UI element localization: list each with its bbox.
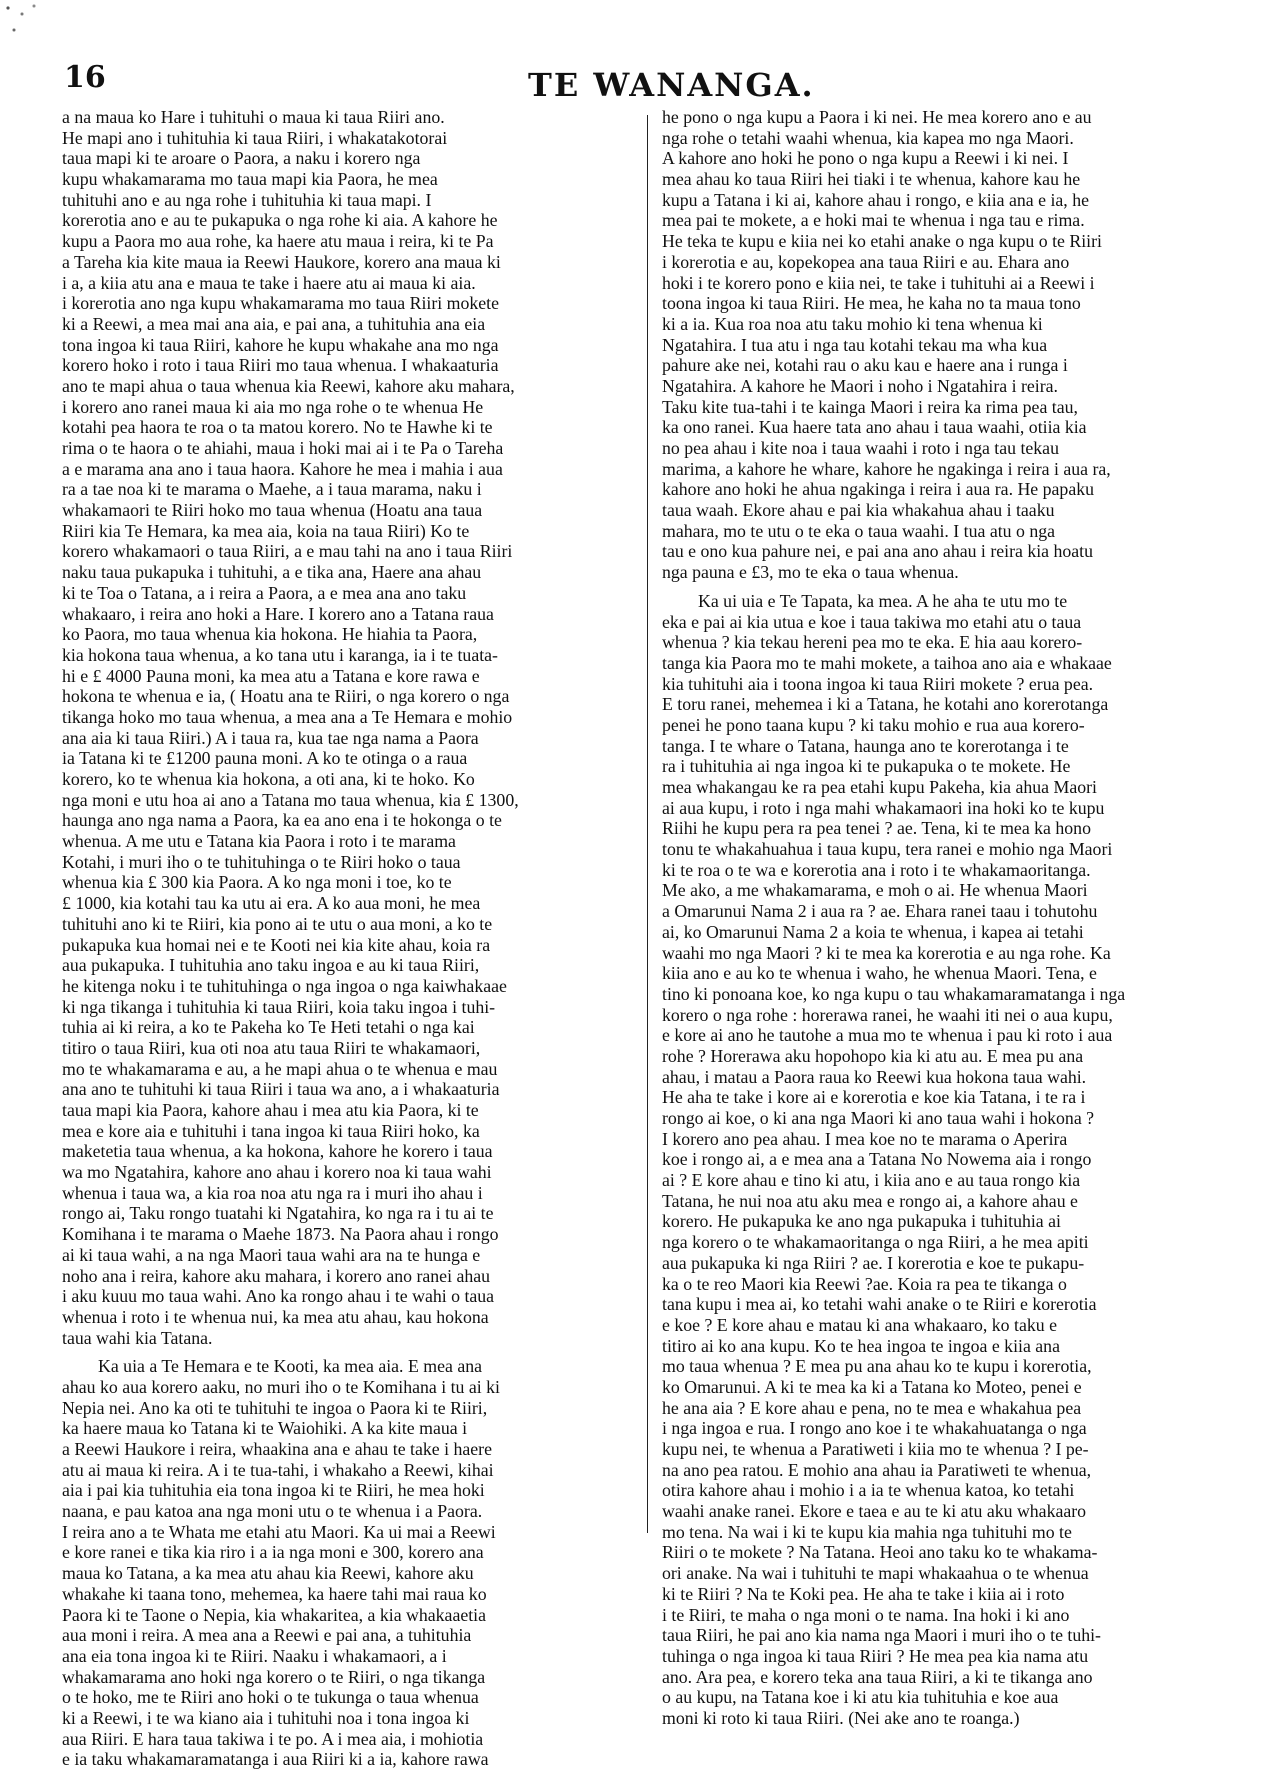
text-line: tikanga hoko mo taua whenua, a mea ana a Te Hemara e mohio xyxy=(62,706,513,727)
text-line: mea e kore aia e tuhituhi i tana ingoa ki taua Riiri hoko, ka xyxy=(62,1120,480,1141)
text-line: nga moni e utu hoa ai ano a Tatana mo taua whenua, kia £ 1300, xyxy=(62,789,519,810)
paragraph-gap xyxy=(662,583,1217,591)
text-line: nga korero o te whakamaoritanga o nga Riiri, a he mea apiti xyxy=(662,1232,1089,1253)
text-line: marima, a kahore he whare, kahore he ngakinga i reira i aua ra, xyxy=(662,458,1111,479)
text-line: noho ana i reira, kahore aku mahara, i korero ano ranei ahau xyxy=(62,1265,491,1286)
text-line: i aku kuuu mo taua wahi. Ano ka rongo ahau i te wahi o taua xyxy=(62,1286,495,1307)
text-line: taua Riiri, he pai ano kia nama nga Maori i muri iho o te tuhi- xyxy=(662,1625,1101,1646)
text-line: A kahore ano hoki he pono o nga kupu a Reewi i ki nei. I xyxy=(662,148,1069,169)
text-line: korero, ko te whenua kia hokona, a oti ana, ki te hoko. Ko xyxy=(62,769,475,789)
text-line: mo te whakamarama e au, a he mapi ahua o te whenua e mau xyxy=(62,1058,498,1079)
text-line: ki te roa o te wa e korerotia ana i roto i te whakamaoritanga. xyxy=(662,859,1091,880)
text-line: hi e £ 4000 Pauna moni, ka mea atu a Tatana e kore rawa e xyxy=(62,665,480,686)
text-line: Taku kite tua-tahi i te kainga Maori i reira ka rima pea tau, xyxy=(662,396,1078,417)
text-line: aua Riiri. E hara taua takiwa i te po. A i mea aia, i mohiotia xyxy=(62,1728,484,1749)
text-line: mea pai te mokete, a e hoki mai te whenua i nga tau e rima. xyxy=(662,210,1085,231)
paragraph-gap xyxy=(62,1348,637,1356)
text-line: kia hokona taua whenua, a ko tana utu i karanga, ia i te tuata- xyxy=(62,644,498,665)
text-line: a Tareha kia kite maua ia Reewi Haukore, korero ana maua ki xyxy=(62,251,501,272)
text-line: e koe ? E kore ahau e matau ki ana whakaaro, ko taku e xyxy=(662,1314,1057,1335)
text-line: Komihana i te marama o Maehe 1873. Na Paora ahau i rongo xyxy=(62,1224,499,1245)
text-line: He mapi ano i tuhituhia ki taua Riiri, i whakatakotorai xyxy=(62,127,448,148)
text-line: he pono o nga kupu a Paora i ki nei. He mea korero ano e au xyxy=(662,107,1092,127)
left-column xyxy=(62,107,637,1770)
text-line: a Omarunui Nama 2 i aua ra ? ae. Ehara ranei taau i tohutohu xyxy=(662,901,1098,922)
text-line: ia Tatana ki te £1200 pauna moni. A ko te otinga o a raua xyxy=(62,748,468,769)
text-line: i a, a kiia atu ana e maua te take i haere atu ai maua ki aia. xyxy=(62,272,476,293)
text-line: whenua ? kia tekau hereni pea mo te eka. E hia aau korero- xyxy=(662,632,1083,653)
text-line: whenua i taua wa, a kia roa noa atu nga ra i muri iho ahau i xyxy=(62,1182,483,1203)
text-line: korero hoko i roto i taua Riiri mo taua whenua. I whakaaturia xyxy=(62,355,499,376)
text-line: ahau, i matau a Paora raua ko Reewi kua hokona taua wahi. xyxy=(662,1066,1087,1087)
text-line: Paora ki te Taone o Nepia, kia whakaritea, a kia whakaaetia xyxy=(62,1604,486,1625)
text-line: no pea ahau i kite noa i taua waahi i roto i nga tau tekau xyxy=(662,438,1059,458)
text-line: ki a ia. Kua roa noa atu taku mohio ki tena whenua ki xyxy=(662,313,1043,334)
text-line: whenua. A me utu e Tatana kia Paora i roto i te marama xyxy=(62,831,456,852)
text-line: tanga. I te whare o Tatana, haunga ano te korerotanga i te xyxy=(662,735,1069,756)
text-line: taua waah. Ekore ahau e pai kia whakahua ahau i taaku xyxy=(662,500,1055,521)
print-speckle xyxy=(0,0,48,48)
right-column xyxy=(662,107,1217,1729)
text-line: i korerotia e au, kopekopea ana taua Riiri e au. Ehara ano xyxy=(662,251,1070,272)
text-line: penei he pono taana kupu ? ki taku mohio e rua aua korero- xyxy=(662,714,1085,735)
text-line: tanga kia Paora mo te mahi mokete, a taihoa ano aia e whakaae xyxy=(662,652,1112,673)
text-line: titiro ai ko ana kupu. Ko te hea ingoa te ingoa e kiia ana xyxy=(662,1335,1060,1356)
text-line: I korero ano pea ahau. I mea koe no te marama o Aperira xyxy=(662,1128,1068,1149)
text-line: kotahi pea haora te roa o ta matou korero. No te Hawhe ki te xyxy=(62,417,493,438)
text-line: korerotia ano e au te pukapuka o nga rohe ki aia. A kahore he xyxy=(62,210,498,231)
text-line: E toru ranei, mehemea i ki a Tatana, he kotahi ano korerotanga xyxy=(662,694,1109,715)
text-line: o te hoko, me te Riiri ano hoki o te tukunga o taua whenua xyxy=(62,1687,479,1708)
masthead-title: TE WANANGA. xyxy=(528,66,815,104)
text-line: ko Paora, mo taua whenua kia hokona. He hiahia ta Paora, xyxy=(62,624,478,645)
text-line: aia i pai kia tuhituhia eia tona ingoa ki te Riiri, he mea hoki xyxy=(62,1480,485,1501)
text-line: a e marama ana ano i taua haora. Kahore he mea i mahia i aua xyxy=(62,458,503,479)
text-line: e kore ai ano he tautohe a mua mo te whenua i pau ki roto i aua xyxy=(662,1025,1113,1046)
text-line: tuhituhi ano ki te Riiri, kia pono ai te utu o aua moni, a ko te xyxy=(62,913,493,934)
text-line: kia tuhituhi aia i toona ingoa ki taua Riiri mokete ? erua pea. xyxy=(662,673,1094,694)
text-line: mea ahau ko taua Riiri hei tiaki i te whenua, kahore kau he xyxy=(662,169,1081,190)
text-line: wa mo Ngatahira, kahore ano ahau i korero noa ki taua wahi xyxy=(62,1162,492,1183)
text-line: naku taua pukapuka i tuhituhi, a e tika ana, Haere ana ahau xyxy=(62,562,482,583)
text-line: ana aia ki taua Riiri.) A i taua ra, kua tae nga nama a Paora xyxy=(62,727,479,748)
text-line: Ka uia a Te Hemara e te Kooti, ka mea aia. E mea ana xyxy=(98,1356,482,1377)
text-line: kiia ano e au ko te whenua i waho, he whenua Maori. Tena, e xyxy=(662,963,1097,984)
text-line: ra a tae noa ki te marama o Maehe, a i taua marama, naku i xyxy=(62,479,482,500)
text-line: i korerotia ano nga kupu whakamarama mo taua Riiri mokete xyxy=(62,293,499,314)
text-line: ano te mapi ahua o taua whenua kia Reewi, kahore aku mahara, xyxy=(62,375,515,396)
text-line: taua mapi kia Paora, kahore ahau i mea atu kia Paora, ki te xyxy=(62,1100,479,1120)
text-line: aua pukapuka ki nga Riiri ? ae. I korerotia e koe te pukapu- xyxy=(662,1252,1085,1273)
column-divider xyxy=(647,115,648,1533)
text-line: ai, ko Omarunui Nama 2 a koia te whenua, i kapea ai tetahi xyxy=(662,921,1084,942)
text-line: i korero ano ranei maua ki aia mo nga rohe o te whenua He xyxy=(62,396,484,417)
text-line: o au kupu, na Tatana koe i ki atu kia tuhituhia e koe aua xyxy=(662,1687,1059,1708)
text-line: rohe ? Horerawa aku hopohopo kia ki atu au. E mea pu ana xyxy=(662,1045,1084,1066)
text-line: Me ako, a me whakamarama, e moh o ai. He whenua Maori xyxy=(662,880,1088,901)
text-line: nga pauna e £3, mo te eka o taua whenua. xyxy=(662,562,959,583)
text-line: ki te Toa o Tatana, a i reira a Paora, a e mea ana ano taku xyxy=(62,582,467,603)
text-line: £ 1000, kia kotahi tau ka utu ai era. A ko aua moni, he mea xyxy=(62,893,481,914)
text-line: eka e pai ai kia utua e koe i taua takiwa mo etahi atu o taua xyxy=(662,611,1082,632)
text-line: waahi anake ranei. Ekore e taea e au te ki atu aku whakaaro xyxy=(662,1501,1087,1522)
text-line: mea whakangau ke ra pea etahi kupu Pakeha, kia ahua Maori xyxy=(662,777,1097,797)
text-line: Ngatahira. A kahore he Maori i noho i Ngatahira i reira. xyxy=(662,375,1058,396)
text-line: korero whakamaori o taua Riiri, a e mau tahi na ano i taua Riiri xyxy=(62,541,513,562)
text-line: Ka ui uia e Te Tapata, ka mea. A he aha te utu mo te xyxy=(698,590,1068,611)
text-line: korero. He pukapuka ke ano nga pukapuka i tuhituhia ai xyxy=(662,1211,1061,1232)
text-line: pukapuka kua homai nei e te Kooti nei kia kite ahau, koia ra xyxy=(62,934,491,955)
text-line: rongo ai, Taku rongo tuatahi ki Ngatahira, ko nga ra i tu ai te xyxy=(62,1203,494,1224)
text-line: Ngatahira. I tua atu i nga tau kotahi tekau ma wha kua xyxy=(662,334,1048,355)
text-line: ai ki taua wahi, a na nga Maori taua wahi ara na te hunga e xyxy=(62,1244,481,1265)
text-line: I reira ano a te Whata me etahi atu Maori. Ka ui mai a Reewi xyxy=(62,1521,496,1542)
text-line: tona ingoa ki taua Riiri, kahore he kupu whakahe ana mo nga xyxy=(62,334,499,355)
text-line: kupu a Paora mo aua rohe, ka haere atu maua i reira, ki te Pa xyxy=(62,231,494,252)
text-line: waahi mo nga Maori ? ki te mea ka korerotia e au nga rohe. Ka xyxy=(662,942,1111,963)
text-line: koe i rongo ai, a e mea ana a Tatana No Nowema aia i rongo xyxy=(662,1149,1092,1170)
text-line: ahau ko aua korero aaku, no muri iho o te Komihana i tu ai ki xyxy=(62,1376,500,1397)
text-line: whakamarama ano hoki nga korero o te Riiri, o nga tikanga xyxy=(62,1666,486,1687)
text-line: tau e ono kua pahure nei, e pai ana ano ahau i reira kia hoatu xyxy=(662,541,1094,562)
text-line: ana ano te tuhituhi ki taua Riiri i taua wa ano, a i whakaaturia xyxy=(62,1079,500,1100)
text-line: maua ko Tatana, a ka mea atu ahau kia Reewi, kahore aku xyxy=(62,1563,474,1584)
text-line: kupu a Tatana i ki ai, kahore ahau i rongo, e kiia ana e ia, he xyxy=(662,189,1089,210)
text-line: kahore ano hoki he ahua ngakinga i reira i aua ra. He papaku xyxy=(662,479,1094,500)
text-line: ki nga tikanga i tuhituhia ki taua Riiri, koia taku ingoa i tuhi- xyxy=(62,996,496,1017)
text-line: e ia taku whakamaramatanga i aua Riiri ki a ia, kahore rawa xyxy=(62,1749,489,1770)
text-line: tuhituhi ano e au nga rohe i tuhituhia ki taua mapi. I xyxy=(62,189,432,210)
text-line: kupu whakamarama mo taua mapi kia Paora, he mea xyxy=(62,169,438,190)
text-line: whakamaori te Riiri hoko mo taua whenua (Hoatu ana taua xyxy=(62,500,483,521)
text-line: ana eia tona ingoa ki te Riiri. Naaku i whakamaori, a i xyxy=(62,1645,447,1666)
text-line: ra i tuhituhia ai nga ingoa ki te pukapuka o te mokete. He xyxy=(662,756,1071,777)
text-line: moni ki roto ki taua Riiri. (Nei ake ano te roanga.) xyxy=(662,1707,1020,1728)
text-line: titiro o taua Riiri, kua oti noa atu taua Riiri te whakamaori, xyxy=(62,1037,481,1058)
text-line: taua wahi kia Tatana. xyxy=(62,1327,213,1348)
text-line: ai ? E kore ahau e tino ki atu, i kiia ano e au taua rongo kia xyxy=(662,1170,1081,1191)
text-line: ki a Reewi, a mea mai ana aia, e pai ana, a tuhituhia ana eia xyxy=(62,313,486,334)
text-line: he kitenga noku i te tuhituhinga o nga ingoa o nga kaiwhakaae xyxy=(62,975,507,996)
text-line: rima o te haora o te ahiahi, maua i hoki mai ai i te Pa o Tareha xyxy=(62,438,504,458)
text-line: whenua i roto i te whenua nui, ka mea atu ahau, kau hokona xyxy=(62,1306,489,1327)
page-number: 16 xyxy=(64,60,106,95)
text-line: Nepia nei. Ano ka oti te tuhituhi te ingoa o Paora ki te Riiri, xyxy=(62,1397,488,1418)
text-line: nga rohe o tetahi waahi whenua, kia kapea mo nga Maori. xyxy=(662,127,1074,148)
text-line: maketetia taua whenua, a ka hokona, kahore he korero i taua xyxy=(62,1141,493,1162)
text-line: Riiri o te mokete ? Na Tatana. Heoi ano taku ko te whakama- xyxy=(662,1542,1098,1563)
text-line: tino ki ponoana koe, ko nga kupu o tau whakamaramatanga i nga xyxy=(662,983,1126,1004)
text-line: e kore ranei e tika kia riro i a ia nga moni e 300, korero ana xyxy=(62,1542,484,1563)
text-line: mahara, mo te utu o te eka o taua waahi. I tua atu o nga xyxy=(662,520,1056,541)
text-line: ori anake. Na wai i tuhituhi te mapi whakaahua o te whenua xyxy=(662,1563,1089,1584)
text-line: ko Omarunui. A ki te mea ka ki a Tatana ko Moteo, penei e xyxy=(662,1376,1082,1397)
text-line: tuhia ai ki reira, a ko te Pakeha ko Te Heti tetahi o nga kai xyxy=(62,1017,475,1038)
text-line: tonu te whakahuahua i taua kupu, tera ranei e mohio nga Maori xyxy=(662,839,1113,860)
text-line: aua moni i reira. A mea ana a Reewi e pai ana, a tuhituhia xyxy=(62,1625,472,1646)
text-line: tana kupu i mea ai, ko tetahi wahi anake o te Riiri e korerotia xyxy=(662,1294,1097,1315)
text-line: Riihi he kupu pera ra pea tenei ? ae. Tena, ki te mea ka hono xyxy=(662,818,1091,839)
text-line: naana, e pau katoa ana nga moni utu o te whenua i a Paora. xyxy=(62,1501,483,1522)
text-line: aua pukapuka. I tuhituhia ano taku ingoa e au ki taua Riiri, xyxy=(62,955,480,976)
text-line: he ana aia ? E kore ahau e pena, no te mea e whakahua pea xyxy=(662,1397,1082,1418)
text-line: ka haere maua ko Tatana ki te Waiohiki. A ka kite maua i xyxy=(62,1418,468,1439)
text-line: mo tena. Na wai i ki te kupu kia mahia nga tuhituhi mo te xyxy=(662,1521,1072,1542)
text-line: kupu nei, te whenua a Paratiweti i kiia mo te whenua ? I pe- xyxy=(662,1439,1089,1459)
text-line: Riiri kia Te Hemara, ka mea aia, koia na taua Riiri) Ko te xyxy=(62,520,470,541)
text-line: rongo ai koe, o ki ana nga Maori ki ano taua wahi i hokona ? xyxy=(662,1108,1095,1128)
text-line: otira kahore ahau i mohio i a ia te whenua katoa, ko tetahi xyxy=(662,1480,1075,1501)
text-line: Tatana, he nui noa atu aku mea e rongo ai, a kahore ahau e xyxy=(662,1190,1078,1211)
text-line: ka o te reo Maori kia Reewi ?ae. Koia ra pea te tikanga o xyxy=(662,1273,1067,1294)
text-line: He aha te take i kore ai e korerotia e koe kia Tatana, i te ra i xyxy=(662,1087,1086,1108)
text-line: na ano pea ratou. E mohio ana ahau ia Paratiweti te whenua, xyxy=(662,1459,1092,1480)
text-line: taua mapi ki te aroare o Paora, a naku i korero nga xyxy=(62,148,421,169)
text-line: i nga ingoa e rua. I rongo ano koe i te whakahuatanga o nga xyxy=(662,1418,1087,1439)
text-line: toona ingoa ki taua Riiri. He mea, he kaha no ta maua tono xyxy=(662,293,1081,314)
text-line: tuhinga o nga ingoa ki taua Riiri ? He mea pea kia nama atu xyxy=(662,1645,1089,1666)
text-line: a Reewi Haukore i reira, whaakina ana e ahau te take i haere xyxy=(62,1439,492,1459)
text-line: korero o nga rohe : horerawa ranei, he waahi iti nei o aua kupu, xyxy=(662,1004,1113,1025)
text-line: ki a Reewi, i te wa kiano aia i tuhituhi noa i tona ingoa ki xyxy=(62,1707,470,1728)
text-line: haunga ano nga nama a Paora, ka ea ano ena i te hokonga o te xyxy=(62,810,502,831)
text-line: ano. Ara pea, e korero teka ana taua Riiri, a ki te tikanga ano xyxy=(662,1666,1093,1687)
text-line: whenua kia £ 300 kia Paora. A ko nga moni i toe, ko te xyxy=(62,872,452,893)
text-line: hokona te whenua e ia, ( Hoatu ana te Riiri, o nga korero o nga xyxy=(62,686,510,707)
text-line: ka ono ranei. Kua haere tata ano ahau i taua waahi, otiia kia xyxy=(662,417,1087,438)
text-line: whakaaro, i reira ano hoki a Hare. I korero ano a Tatana raua xyxy=(62,603,494,624)
text-line: ki te Riiri ? Na te Koki pea. He aha te take i kiia ai i roto xyxy=(662,1583,1065,1604)
text-line: i te Riiri, te maha o nga moni o te nama. Ina hoki i ki ano xyxy=(662,1604,1070,1625)
text-line: atu ai maua ki reira. A i te tua-tahi, i whakaho a Reewi, kihai xyxy=(62,1459,494,1480)
text-line: mo taua whenua ? E mea pu ana ahau ko te kupu i korerotia, xyxy=(662,1356,1092,1377)
text-line: hoki i te korero pono e kiia nei, te take i tuhituhi ai a Reewi i xyxy=(662,272,1095,293)
text-line: He teka te kupu e kiia nei ko etahi anake o nga kupu o te Riiri xyxy=(662,231,1102,252)
text-line: a na maua ko Hare i tuhituhi o maua ki taua Riiri ano. xyxy=(62,107,445,127)
text-line: whakahe ki taana tono, mehemea, ka haere tahi mai raua ko xyxy=(62,1583,487,1604)
text-line: pahure ake nei, kotahi rau o aku kau e haere ana i runga i xyxy=(662,355,1068,376)
text-line: ai aua kupu, i roto i nga mahi whakamaori ina hoki ko te kupu xyxy=(662,797,1105,818)
text-line: Kotahi, i muri iho o te tuhituhinga o te Riiri hoko o taua xyxy=(62,851,461,872)
